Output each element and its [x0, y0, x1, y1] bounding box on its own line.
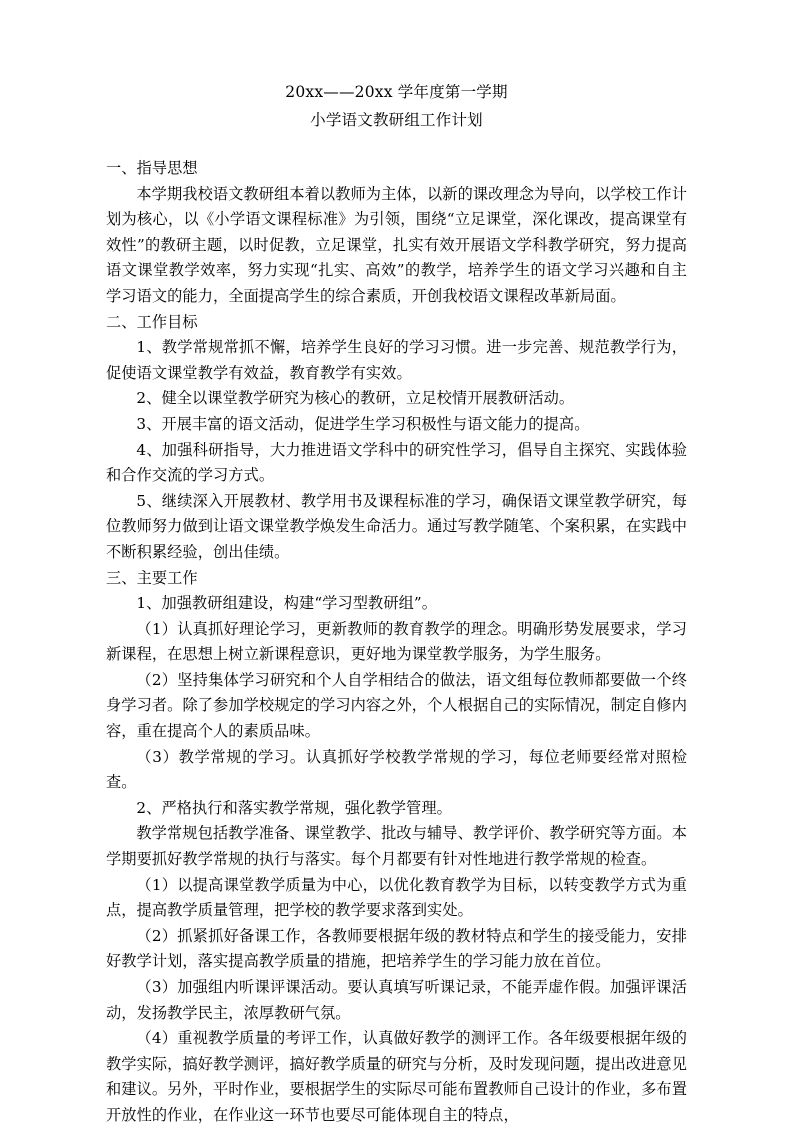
- document-paragraph: 本学期我校语文教研组本着以教师为主体，以新的课改理念为导向，以学校工作计划为核心，以《小学语文课程标准》为引领，围绕“立足课堂，深化课改，提高课堂有效性”的教研主题，以时促教，立足课堂，扎实有效开展语文学科教学研究，努力提高语文课堂教学效率，努力实现“扎实、高效”的教学，培养学生的语文学习兴趣和自主学习语文的能力，全面提高学生的综合素质，开创我校语文课程改革新局面。: [106, 184, 687, 305]
- document-paragraph: 2、严格执行和落实教学常规，强化教学管理。: [136, 798, 452, 817]
- document-paragraph: 1、教学常规常抓不懈，培养学生良好的学习习惯。进一步完善、规范教学行为，促使语文课堂教学有效益，教育教学有实效。: [106, 338, 687, 382]
- document-title: [106, 78, 687, 134]
- document-paragraph: 1、加强教研组建设，构建“学习型教研组”。: [136, 594, 438, 613]
- document-body: [106, 156, 687, 1129]
- document-paragraph: 一、指导思想: [106, 159, 198, 177]
- document-paragraph: 二、工作目标: [106, 312, 198, 331]
- document-paragraph: （2）坚持集体学习研究和个人自学相结合的做法，语文组每位教师都要做一个终身学习者。除了参加学校规定的学习内容之外，个人根据自己的实际情况，制定自修内容，重在提高个人的素质品味。: [106, 670, 687, 741]
- document-paragraph: （2）抓紧抓好备课工作，各教师要根据年级的教材特点和学生的接受能力，安排好教学计划，落实提高教学质量的措施，把培养学生的学习能力放在首位。: [106, 926, 687, 971]
- document-paragraph: （1）认真抓好理论学习，更新教师的教育教学的理念。明确形势发展要求，学习新课程，在思想上树立新课程意识，更好地为课堂教学服务，为学生服务。: [106, 619, 687, 664]
- document-paragraph: 4、加强科研指导，大力推进语文学科中的研究性学习，倡导自主探究、实践体验和合作交流的学习方式。: [106, 440, 687, 485]
- document-paragraph: 2、健全以课堂教学研究为核心的教研，立足校情开展教研活动。: [136, 389, 575, 408]
- document-paragraph: 3、开展丰富的语文活动，促进学生学习积极性与语文能力的提高。: [136, 414, 590, 433]
- document-paragraph: 教学常规包括教学准备、课堂教学、批改与辅导、教学评价、教学研究等方面。本学期要抓好教学常规的执行与落实。每个月都要有针对性地进行教学常规的检查。: [106, 824, 687, 869]
- document-paragraph: 5、继续深入开展教材、教学用书及课程标准的学习，确保语文课堂教学研究，每位教师努力做到让语文课堂教学焕发生命活力。通过写教学随笔、个案积累，在实践中不断积累经验，创出佳绩。: [106, 491, 687, 561]
- title-line-2: 小学语文教研组工作计划: [310, 111, 483, 129]
- document-paragraph: 三、主要工作: [106, 568, 198, 587]
- title-line-1: 20xx——20xx 学年度第一学期: [285, 83, 508, 101]
- document-paragraph: （3）教学常规的学习。认真抓好学校教学常规的学习，每位老师要经常对照检查。: [106, 747, 687, 792]
- document-paragraph: （1）以提高课堂教学质量为中心，以优化教育教学为目标，以转变教学方式为重点，提高教学质量管理，把学校的教学要求落到实处。: [106, 875, 687, 920]
- document-paragraph: （3）加强组内听课评课活动。要认真填写听课记录，不能弄虚作假。加强评课活动，发扬教学民主，浓厚教研气氛。: [106, 978, 687, 1022]
- document-paragraph: （4）重视教学质量的考评工作，认真做好教学的测评工作。各年级要根据年级的教学实际，搞好教学测评，搞好教学质量的研究与分析，及时发现问题，提出改进意见和建议。另外，平时作业，要根据学生的实际尽可能布置教师自己设计的作业，多布置开放性的作业，在作业这一环节也要尽可能体现自主的特点，: [106, 1029, 687, 1124]
